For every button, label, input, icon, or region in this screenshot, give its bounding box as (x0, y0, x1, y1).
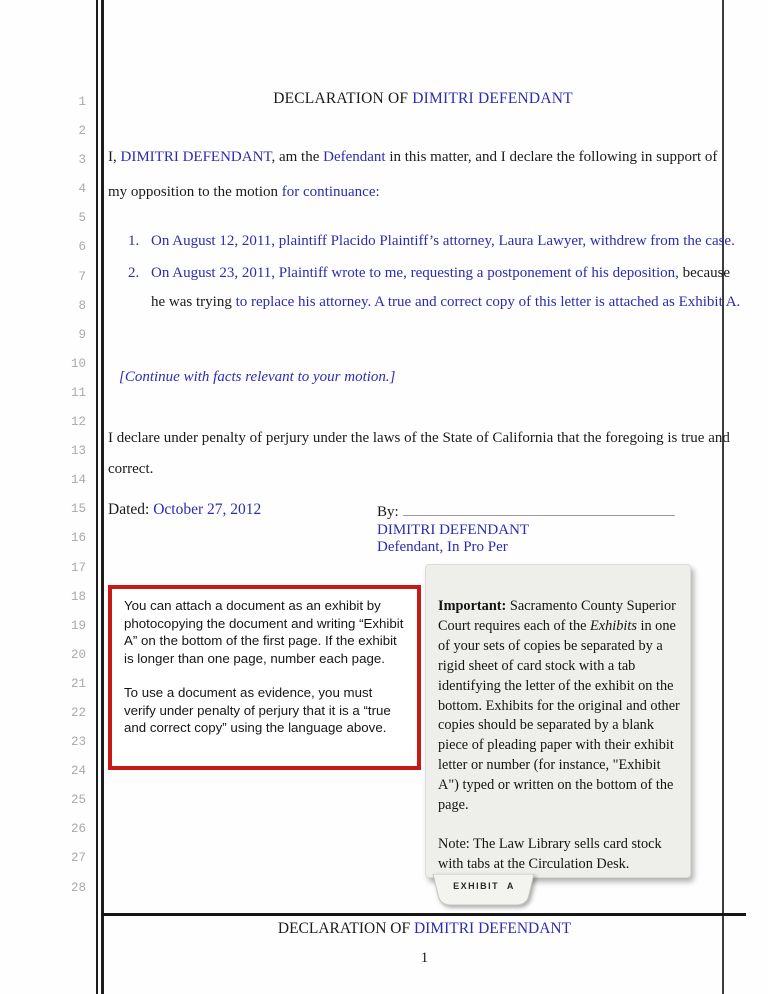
line-number: 5 (78, 211, 86, 226)
line-number: 26 (70, 822, 86, 837)
intro-declarant-name: DIMITRI DEFENDANT (120, 149, 272, 165)
intro-paragraph (108, 140, 720, 210)
note-paragraph-2: Note: The Law Library sells card stock with tabs at the Circulation Desk. (438, 835, 662, 872)
title-declarant-name: DIMITRI DEFENDANT (412, 90, 573, 107)
dated-value: October 27, 2012 (153, 501, 262, 518)
perjury-statement: I declare under penalty of perjury under the laws of the State of California that the foregoing is true and correct. (108, 430, 730, 477)
line-number: 11 (70, 385, 86, 400)
line-number: 16 (70, 531, 86, 546)
footer-title-static: DECLARATION OF (277, 920, 414, 937)
note-p1-b: in one of your sets of copies be separated by a rigid sheet of card stock with a tab identifying the letter of the exhibit on the bottom. Exhibits for the original and other copies should be separated by a blank piece of pleading paper with their exhibit letter or number (for instance, "Exhibit A") typed or written on the bottom of the page. (438, 617, 680, 814)
note-p1-a: Sacramento County Superior Court requires each of the (438, 598, 676, 634)
line-number: 23 (70, 735, 86, 750)
exhibit-tab-shape (430, 874, 538, 912)
line-number: 25 (70, 793, 86, 808)
right-margin-rule (722, 0, 724, 994)
line-number: 2 (78, 124, 86, 139)
line-number: 3 (78, 153, 86, 168)
exhibit-instructions-callout (108, 585, 421, 770)
line-number: 12 (70, 415, 86, 430)
line-number: 13 (70, 444, 86, 459)
line-number: 9 (78, 327, 86, 342)
intro-seg3: , am the (271, 149, 324, 165)
line-number-rail (0, 88, 88, 903)
footer-rule (102, 913, 746, 916)
signature-by-row (377, 501, 675, 522)
note-card-text (426, 565, 690, 875)
line-number: 6 (78, 240, 86, 255)
fact-item-2 (128, 259, 743, 318)
fact-2-text-b: because he was trying (151, 264, 731, 310)
callout-paragraph-2: To use a document as evidence, you must verify under penalty of perjury that it is a “true and correct copy” using the language above. (124, 685, 391, 735)
title-static-text: DECLARATION OF (273, 90, 413, 107)
exhibit-a-tab (430, 874, 538, 912)
left-margin-rule-inner (101, 0, 104, 994)
signature-line (403, 501, 675, 516)
left-margin-rule-outer (96, 0, 98, 994)
fact-1-number: 1. (128, 233, 140, 249)
intro-motion-type: for continuance: (281, 184, 380, 200)
intro-seg5: in this matter, and I declare the following in support of my opposition to the motion (108, 149, 718, 200)
line-number: 15 (70, 502, 86, 517)
signature-block (377, 501, 675, 557)
line-number: 19 (70, 618, 86, 633)
signer-role: Defendant, In Pro Per (377, 539, 508, 555)
dated-label: Dated: (108, 501, 154, 518)
fact-item-1 (128, 227, 743, 257)
note-paragraph-1 (438, 597, 681, 816)
exhibits-word: Exhibits (590, 617, 637, 634)
line-number: 27 (70, 851, 86, 866)
by-label: By: (377, 504, 399, 520)
signer-name: DIMITRI DEFENDANT (377, 521, 530, 538)
fact-2-number: 2. (128, 264, 140, 281)
line-number: 21 (70, 676, 86, 691)
fact-2-text-c: to replace his attorney. A true and correct copy of this letter is attached as Exhibit A. (231, 294, 741, 310)
line-number: 17 (70, 560, 86, 575)
important-label: Important: (438, 598, 507, 614)
line-number: 28 (70, 880, 86, 895)
fact-2-text-a: On August 23, 2011, Plaintiff wrote to me, requesting a postponement of his deposition, (151, 264, 683, 281)
dated-line (108, 501, 261, 519)
footer-title-name: DIMITRI DEFENDANT (413, 920, 572, 937)
intro-seg1: I, (108, 149, 121, 165)
facts-list (128, 227, 743, 320)
line-number: 18 (70, 589, 86, 604)
fact-1-text: On August 12, 2011, plaintiff Placido Plaintiff’s attorney, Laura Lawyer, withdrew from the case. (151, 233, 735, 249)
line-number: 10 (70, 356, 86, 371)
exhibit-tab-label: EXHIBIT A (453, 881, 515, 891)
line-number: 24 (70, 764, 86, 779)
line-number: 14 (70, 473, 86, 488)
callout-paragraph-1: You can attach a document as an exhibit by photocopying the document and writing “Exhibit A” on the bottom of the first page. If the exhibit is longer than one page, number each page. (124, 598, 404, 666)
line-number: 8 (78, 298, 86, 313)
line-number: 4 (78, 182, 86, 197)
line-number: 20 (70, 647, 86, 662)
line-number: 22 (70, 705, 86, 720)
line-number: 7 (78, 269, 86, 284)
important-note-card (425, 564, 691, 878)
page-number: 1 (420, 950, 429, 966)
line-number: 1 (78, 95, 86, 109)
continue-instruction: [Continue with facts relevant to your motion.] (119, 369, 396, 385)
intro-party-role: Defendant (323, 149, 386, 165)
footer-title (103, 920, 746, 938)
document-title (103, 90, 743, 108)
